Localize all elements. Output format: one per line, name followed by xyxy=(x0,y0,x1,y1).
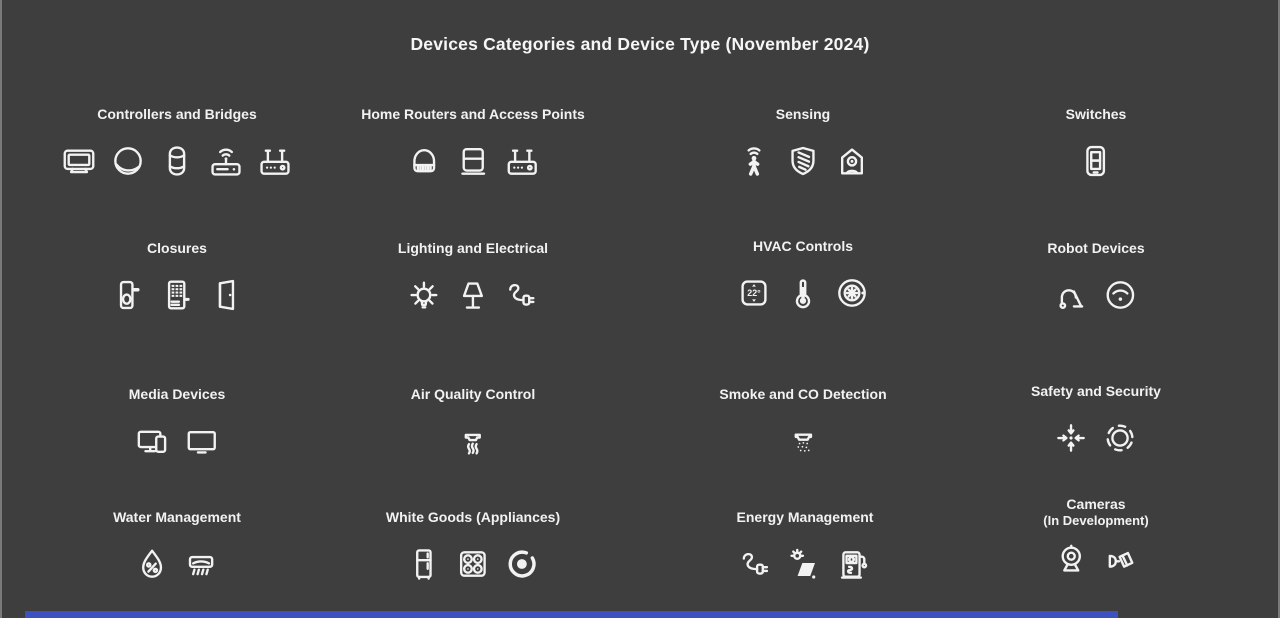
robot-vacuum-icon xyxy=(1102,276,1140,314)
smart-lock-icon xyxy=(109,276,147,314)
category-label: Cameras xyxy=(1066,496,1126,512)
motion-sensor-icon xyxy=(735,142,773,180)
icon-row xyxy=(386,545,560,583)
icon-row xyxy=(361,142,585,180)
monitor-and-phone-icon xyxy=(134,422,172,460)
smart-speaker-icon xyxy=(158,142,196,180)
icon-row xyxy=(1031,419,1161,457)
category-closures xyxy=(109,240,245,314)
access-point-dome-icon xyxy=(405,142,443,180)
thermostat-panel-icon xyxy=(735,274,773,312)
category-label: Media Devices xyxy=(128,386,226,402)
lamp-icon xyxy=(454,276,492,314)
air-quality-sensor-icon xyxy=(454,422,492,460)
icon-row xyxy=(398,276,548,314)
washing-machine-icon xyxy=(503,545,541,583)
siren-icon xyxy=(1102,419,1140,457)
svg-text:22°: 22° xyxy=(747,288,761,299)
category-media-devices xyxy=(129,386,226,460)
category-label: Smoke and CO Detection xyxy=(719,386,887,402)
category-energy-management xyxy=(737,509,874,583)
category-lighting-and-electrical xyxy=(398,240,548,314)
refrigerator-icon xyxy=(405,545,443,583)
bottom-accent-bar xyxy=(25,611,1118,618)
tv-icon xyxy=(183,422,221,460)
icon-row xyxy=(129,422,226,460)
humidity-droplet-icon xyxy=(134,545,172,583)
category-home-routers-and-access-points xyxy=(361,106,585,180)
left-edge-border xyxy=(0,0,2,618)
vacuum-cleaner-icon xyxy=(1053,276,1091,314)
icon-row xyxy=(60,142,294,180)
category-water-management xyxy=(113,509,241,583)
icon-row xyxy=(1043,541,1148,579)
light-bulb-icon xyxy=(405,276,443,314)
category-sublabel: (In Development) xyxy=(1043,513,1149,528)
smart-plug-icon xyxy=(737,545,775,583)
icon-row xyxy=(1047,276,1144,314)
category-cameras xyxy=(1043,496,1148,579)
round-thermostat-icon xyxy=(833,274,871,312)
category-label: HVAC Controls xyxy=(752,238,854,254)
bridge-hub-wifi-icon xyxy=(207,142,245,180)
category-label: Air Quality Control xyxy=(410,386,536,402)
smoke-detector-icon xyxy=(784,422,822,460)
ev-charger-icon xyxy=(835,545,873,583)
page-title: Devices Categories and Device Type (November 2024) xyxy=(410,34,870,54)
category-air-quality-control xyxy=(411,386,535,460)
category-smoke-and-co-detection xyxy=(719,386,886,460)
solar-panel-icon xyxy=(786,545,824,583)
converging-arrows-icon xyxy=(1053,419,1091,457)
icon-row xyxy=(1066,142,1127,180)
thermometer-icon xyxy=(784,274,822,312)
category-safety-and-security xyxy=(1031,383,1161,457)
icon-row xyxy=(109,276,245,314)
category-label: Water Management xyxy=(113,509,241,525)
category-label: Home Routers and Access Points xyxy=(361,106,585,122)
icon-row xyxy=(737,545,874,583)
category-hvac-controls xyxy=(735,238,871,312)
category-label: Energy Management xyxy=(736,509,874,525)
category-label: Safety and Security xyxy=(1031,383,1161,399)
webcam-icon xyxy=(1053,541,1091,579)
category-controllers-and-bridges xyxy=(60,106,294,180)
category-label: Sensing xyxy=(775,106,831,122)
sprinkler-icon xyxy=(183,545,221,583)
icon-row xyxy=(113,545,241,583)
keypad-lock-icon xyxy=(158,276,196,314)
category-label: Closures xyxy=(147,240,207,256)
category-label: White Goods (Appliances) xyxy=(385,509,561,525)
touch-panel-icon xyxy=(60,142,98,180)
door-icon xyxy=(207,276,245,314)
cooktop-icon xyxy=(454,545,492,583)
security-shield-icon xyxy=(784,142,822,180)
router-antennas-icon xyxy=(256,142,294,180)
category-robot-devices xyxy=(1047,240,1144,314)
category-label: Controllers and Bridges xyxy=(97,106,257,122)
outdoor-camera-icon xyxy=(1102,541,1140,579)
category-label: Switches xyxy=(1065,106,1127,122)
category-label: Robot Devices xyxy=(1047,240,1145,256)
mesh-router-icon xyxy=(454,142,492,180)
icon-row xyxy=(411,422,535,460)
smart-plug-icon xyxy=(503,276,541,314)
category-label: Lighting and Electrical xyxy=(397,240,549,256)
round-speaker-icon xyxy=(109,142,147,180)
rocker-switch-icon xyxy=(1077,142,1115,180)
contact-sensor-icon xyxy=(833,142,871,180)
icon-row xyxy=(719,422,886,460)
category-sensing xyxy=(735,106,871,180)
icon-row xyxy=(735,274,871,312)
router-antennas-icon xyxy=(503,142,541,180)
icon-row xyxy=(735,142,871,180)
category-switches xyxy=(1066,106,1127,180)
category-white-goods-appliances xyxy=(386,509,560,583)
